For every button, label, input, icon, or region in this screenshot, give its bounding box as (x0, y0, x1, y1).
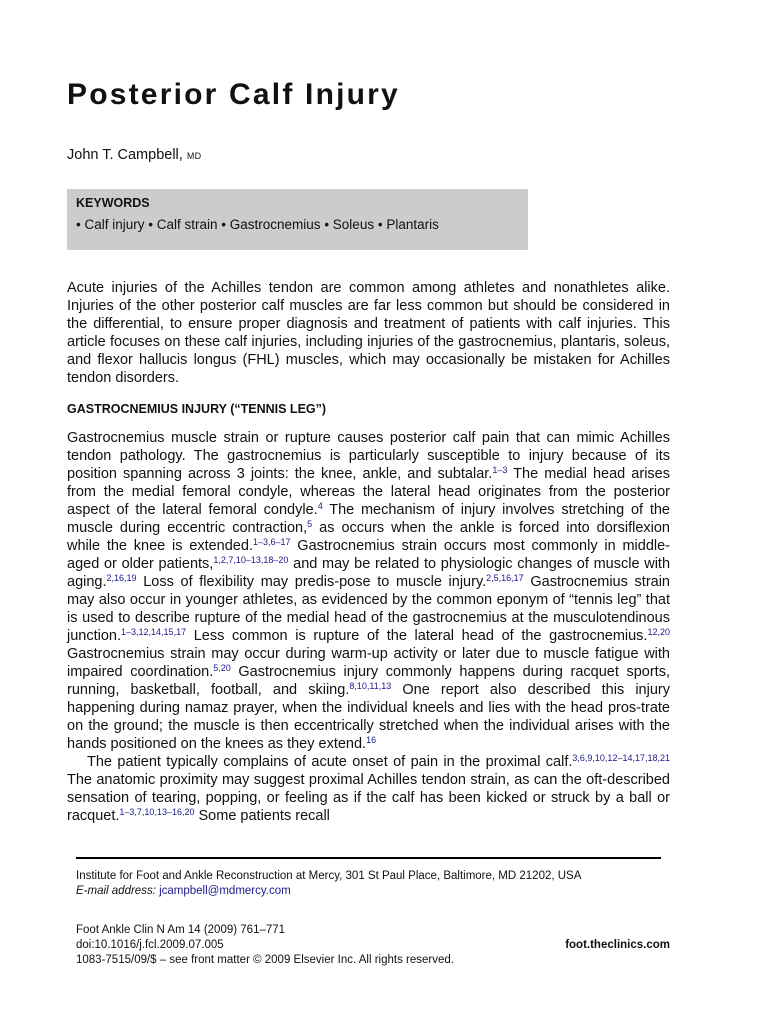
publication-footer (76, 923, 670, 968)
keywords-list (76, 216, 520, 234)
keyword-item: • Calf injury (76, 217, 145, 232)
citation-ref[interactable]: 1–3 (492, 465, 508, 475)
citation-ref[interactable]: 1,2,7,10–13,18–20 (213, 555, 289, 565)
section-heading: GASTROCNEMIUS INJURY (“TENNIS LEG”) (67, 402, 327, 416)
citation-ref[interactable]: 5,20 (213, 663, 231, 673)
copyright: 1083-7515/09/$ – see front matter © 2009 Elsevier Inc. All rights reserved. (76, 954, 454, 966)
affiliation: Institute for Foot and Ankle Reconstruction at Mercy, 301 St Paul Place, Baltimore, MD 21202, USA (76, 870, 582, 882)
citation-ref[interactable]: 2,16,19 (106, 573, 137, 583)
doi-row (76, 938, 670, 953)
affiliation-footnote (76, 869, 670, 899)
citation-ref[interactable]: 1–3,6–17 (252, 537, 291, 547)
citation-ref[interactable]: 1–3,7,10,13–16,20 (119, 807, 195, 817)
journal-citation: Foot Ankle Clin N Am 14 (2009) 761–771 (76, 924, 286, 936)
doi[interactable]: doi:10.1016/j.fcl.2009.07.005 (76, 939, 224, 951)
author-line (67, 147, 201, 163)
email-line (76, 884, 670, 899)
citation-ref[interactable]: 1–3,12,14,15,17 (121, 627, 187, 637)
keywords-heading: KEYWORDS (76, 196, 150, 210)
citation-ref[interactable]: 5 (307, 519, 313, 529)
citation-ref[interactable]: 16 (366, 735, 377, 745)
article-title: Posterior Calf Injury (67, 78, 400, 111)
email-link[interactable]: jcampbell@mdmercy.com (159, 885, 291, 897)
keyword-item: • Soleus (321, 217, 375, 232)
paragraph: Gastrocnemius muscle strain or rupture causes posterior calf pain that can mimic Achilles tendon pathology. The gastrocnemius is particularly susceptible to injury because of its position spanning across 3 joints: the knee, ankle, and subtalar.$^{1-3}$ The medial head arises from the medial femoral condyle, whereas the lateral head originates from the posterior aspect of the lateral femoral condyle.$^4$ The mechanism of injury involves stretching of the muscle during eccentric contraction,$^5$ as occurs when the ankle is forced into dorsiflexion while the knee is extended.$^{1-3,6-17}$ Gastrocnemius strain occurs most commonly in middle-aged or older patients,$^{1,2,7,10-13,18-20}$ and may be related to physiologic changes of muscle with aging.$^{2,16,19}$ Loss of flexibility may predis-pose to muscle injury.$^{2,5,16,17}$ Gastrocnemius strain may also occur in younger athletes, as evidenced by the common eponym of “tennis leg” that is used to describe rupture of the medial head of the gastrocnemius at the musculotendinous junction.$^{1-3,12,14,15,17}$ Less common is rupture of the lateral head of the gastrocnemius.$^{12,20}$ Gastrocnemius strain may occur during warm-up activity or later due to muscle fatigue with impaired coordination.$^{5,20}$ Gastrocnemius injury commonly happens during racquet sports, running, basketball, football, and skiing.$^{8,10,11,13}$ One report also described this injury happening during namaz prayer, when the individual kneels and lies with the head pros-trate on the ground; the muscle is then eccentrically stretched when the individual arises with the hands positioned on the knees as they extend.$^{16}$ (67, 430, 671, 752)
email-label: E-mail address: (76, 885, 156, 897)
intro-paragraph: Acute injuries of the Achilles tendon are common among athletes and nonathletes alike. Injuries of the other posterior calf muscles are far less common but should be considered in the differential, to ensure proper diagnosis and treatment of patients with calf injuries. This article focuses on these calf injuries, including injuries of the gastrocnemius, plantaris, soleus, and flexor hallucis longus (FHL) muscles, which may occasionally be mistaken for Achilles tendon disorders. (67, 280, 670, 386)
citation-ref[interactable]: 2,5,16,17 (486, 573, 524, 583)
citation-ref[interactable]: 8,10,11,13 (349, 681, 392, 691)
author-name: John T. Campbell, (67, 147, 183, 163)
citation-ref[interactable]: 12,20 (647, 627, 670, 637)
author-degree: MD (186, 151, 202, 161)
keyword-item: • Gastrocnemius (218, 217, 321, 232)
citation-ref[interactable]: 3,6,9,10,12–14,17,18,21 (572, 753, 670, 763)
keyword-item: • Plantaris (374, 217, 439, 232)
citation-ref[interactable]: 4 (317, 501, 323, 511)
keyword-item: • Calf strain (145, 217, 218, 232)
footnote-divider (76, 857, 661, 859)
paragraph: The patient typically complains of acute onset of pain in the proximal calf.$^{3,6,9,10,12-14,17,18,21}$ The anatomic proximity may suggest proximal Achilles tendon strain, as can the oft-described sensation of tearing, popping, or feeling as if the calf has been kicked or struck by a ball or racquet.$^{1-3,7,10,13-16,20}$ Some patients recall (67, 753, 670, 824)
keywords-box (67, 189, 528, 250)
section-body (67, 429, 670, 825)
journal-website[interactable]: foot.theclinics.com (565, 939, 670, 951)
